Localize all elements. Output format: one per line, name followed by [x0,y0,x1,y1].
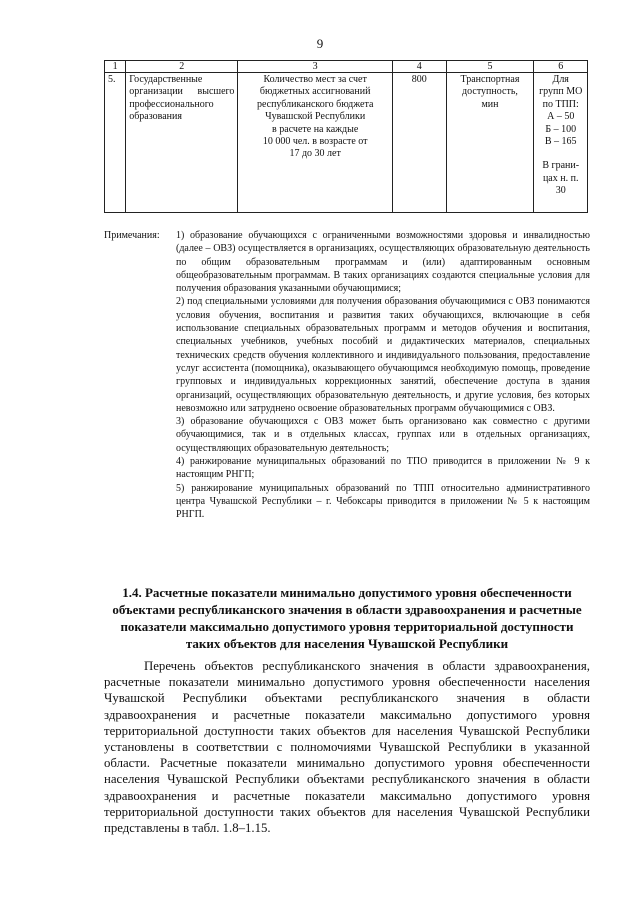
org-type-cell: Государственные организации высшего профессионального образования [126,73,238,213]
indicator-line: в расчете на каждые [272,123,359,135]
note-item: 4) ранжирование муниципальных образований по ТПО приводится в приложении № 9 к настоящим РНГП; [176,456,590,481]
indicator-line: 17 до 30 лет [289,148,341,160]
groups-line: В грани- [542,160,580,172]
access-cell [446,73,534,213]
groups-line: Для [552,74,569,85]
header-cell: 3 [238,61,393,73]
notes-label: Примечания: [104,230,160,241]
groups-line: по ТПП: [542,98,579,110]
note-item: 3) образование обучающихся с ОВЗ может быть организовано как совместно с другими обучающимися, так и в отдельных классах, группах или в отдельных организациях, осуществляющих образовательную деятельность; [176,416,590,454]
note-item: 5) ранжирование муниципальных образований по ТПП относительно административного центра Чувашской Республики – г. Чебоксары приводится в приложении № 5 к настоящим РНГП. [176,482,590,521]
groups-spacer [537,148,584,160]
access-line: мин [481,98,499,110]
groups-line: 30 [555,185,566,197]
note-item: 2) под специальными условиями для получения образования обучающимися с ОВЗ понимаются условия обучения, воспитания и развития таких обучающихся, включающие в себя использование специальных образовательных программ и методов обучения и воспитания, специальных учебников, учебных пособий и дидактических материалов, специальных технических средств обучения коллективного и индивидуального пользования, предоставление услуг ассистента (помощника), оказывающего обучающимся необходимую помощь, проведение групповых и индивидуальных коррекционных занятий, обеспечение доступа в здания организаций, осуществляющих образовательную деятельность, и другие условия, без которых невозможно или затруднено освоение образовательных программ обучающимися с ОВЗ. [176,296,590,414]
table-row [105,73,588,213]
notes-body [176,229,590,522]
groups-line: цах н. п. [542,172,579,184]
groups-line: Б – 100 [545,123,577,135]
header-cell: 5 [446,61,534,73]
page-number: 9 [316,36,324,51]
indicator-cell [238,73,393,213]
header-cell: 2 [126,61,238,73]
row-number-cell: 5. [105,73,126,213]
notes-block [104,229,590,522]
section-heading: 1.4. Расчетные показатели минимально допустимого уровня обеспеченности объектами республиканского значения в области здравоохранения и расчетные показатели максимально допустимого уровня территориальной доступности таких объектов для населения Чувашской Республики [112,585,582,651]
body-paragraph: Перечень объектов республиканского значения в области здравоохранения, расчетные показатели минимально допустимого уровня обеспеченности населения Чувашской Республики объектами республиканского значения в области здравоохранения и расчетные показатели максимально допустимого уровня территориальной доступности таких объектов для населения Чувашской Республики установлены в соответствии с полномочиями Чувашской Республики в указанной области. Расчетные показатели минимально допустимого уровня обеспеченности населения Чувашской Республики объектами республиканского значения в области здравоохранения и расчетные показатели максимально допустимого уровня территориальной доступности таких объектов для населения Чувашской Республики представлены в табл. 1.8–1.15. [104,659,590,836]
header-cell: 1 [105,61,126,73]
note-item: 1) образование обучающихся с ограниченными возможностями здоровья и инвалидностью (далее – ОВЗ) осуществляется в организациях, осуществляющих образовательную деятельность по общим образовательным программам и (или) адаптированным основным общеобразовательным программам. В таких организациях создаются специальные условия для получения образования указанными обучающимися; [176,230,590,295]
indicator-line: республиканского бюджета [256,98,374,110]
table-header-row [105,61,588,73]
access-line: доступность, [462,86,518,98]
data-table [104,60,588,213]
value-cell: 800 [392,73,446,213]
indicator-line: Количество мест за счет [263,74,367,85]
groups-line: групп МО [539,86,583,98]
indicator-line: Чувашской Республики [265,111,366,123]
indicator-line: 10 000 чел. в возрасте от [262,136,368,148]
header-cell: 6 [534,61,588,73]
indicator-line: бюджетных ассигнований [259,86,371,98]
groups-cell [534,73,588,213]
groups-line: В – 165 [544,136,577,148]
access-line: Транспортная [460,74,520,85]
header-cell: 4 [392,61,446,73]
groups-line: А – 50 [547,111,575,123]
